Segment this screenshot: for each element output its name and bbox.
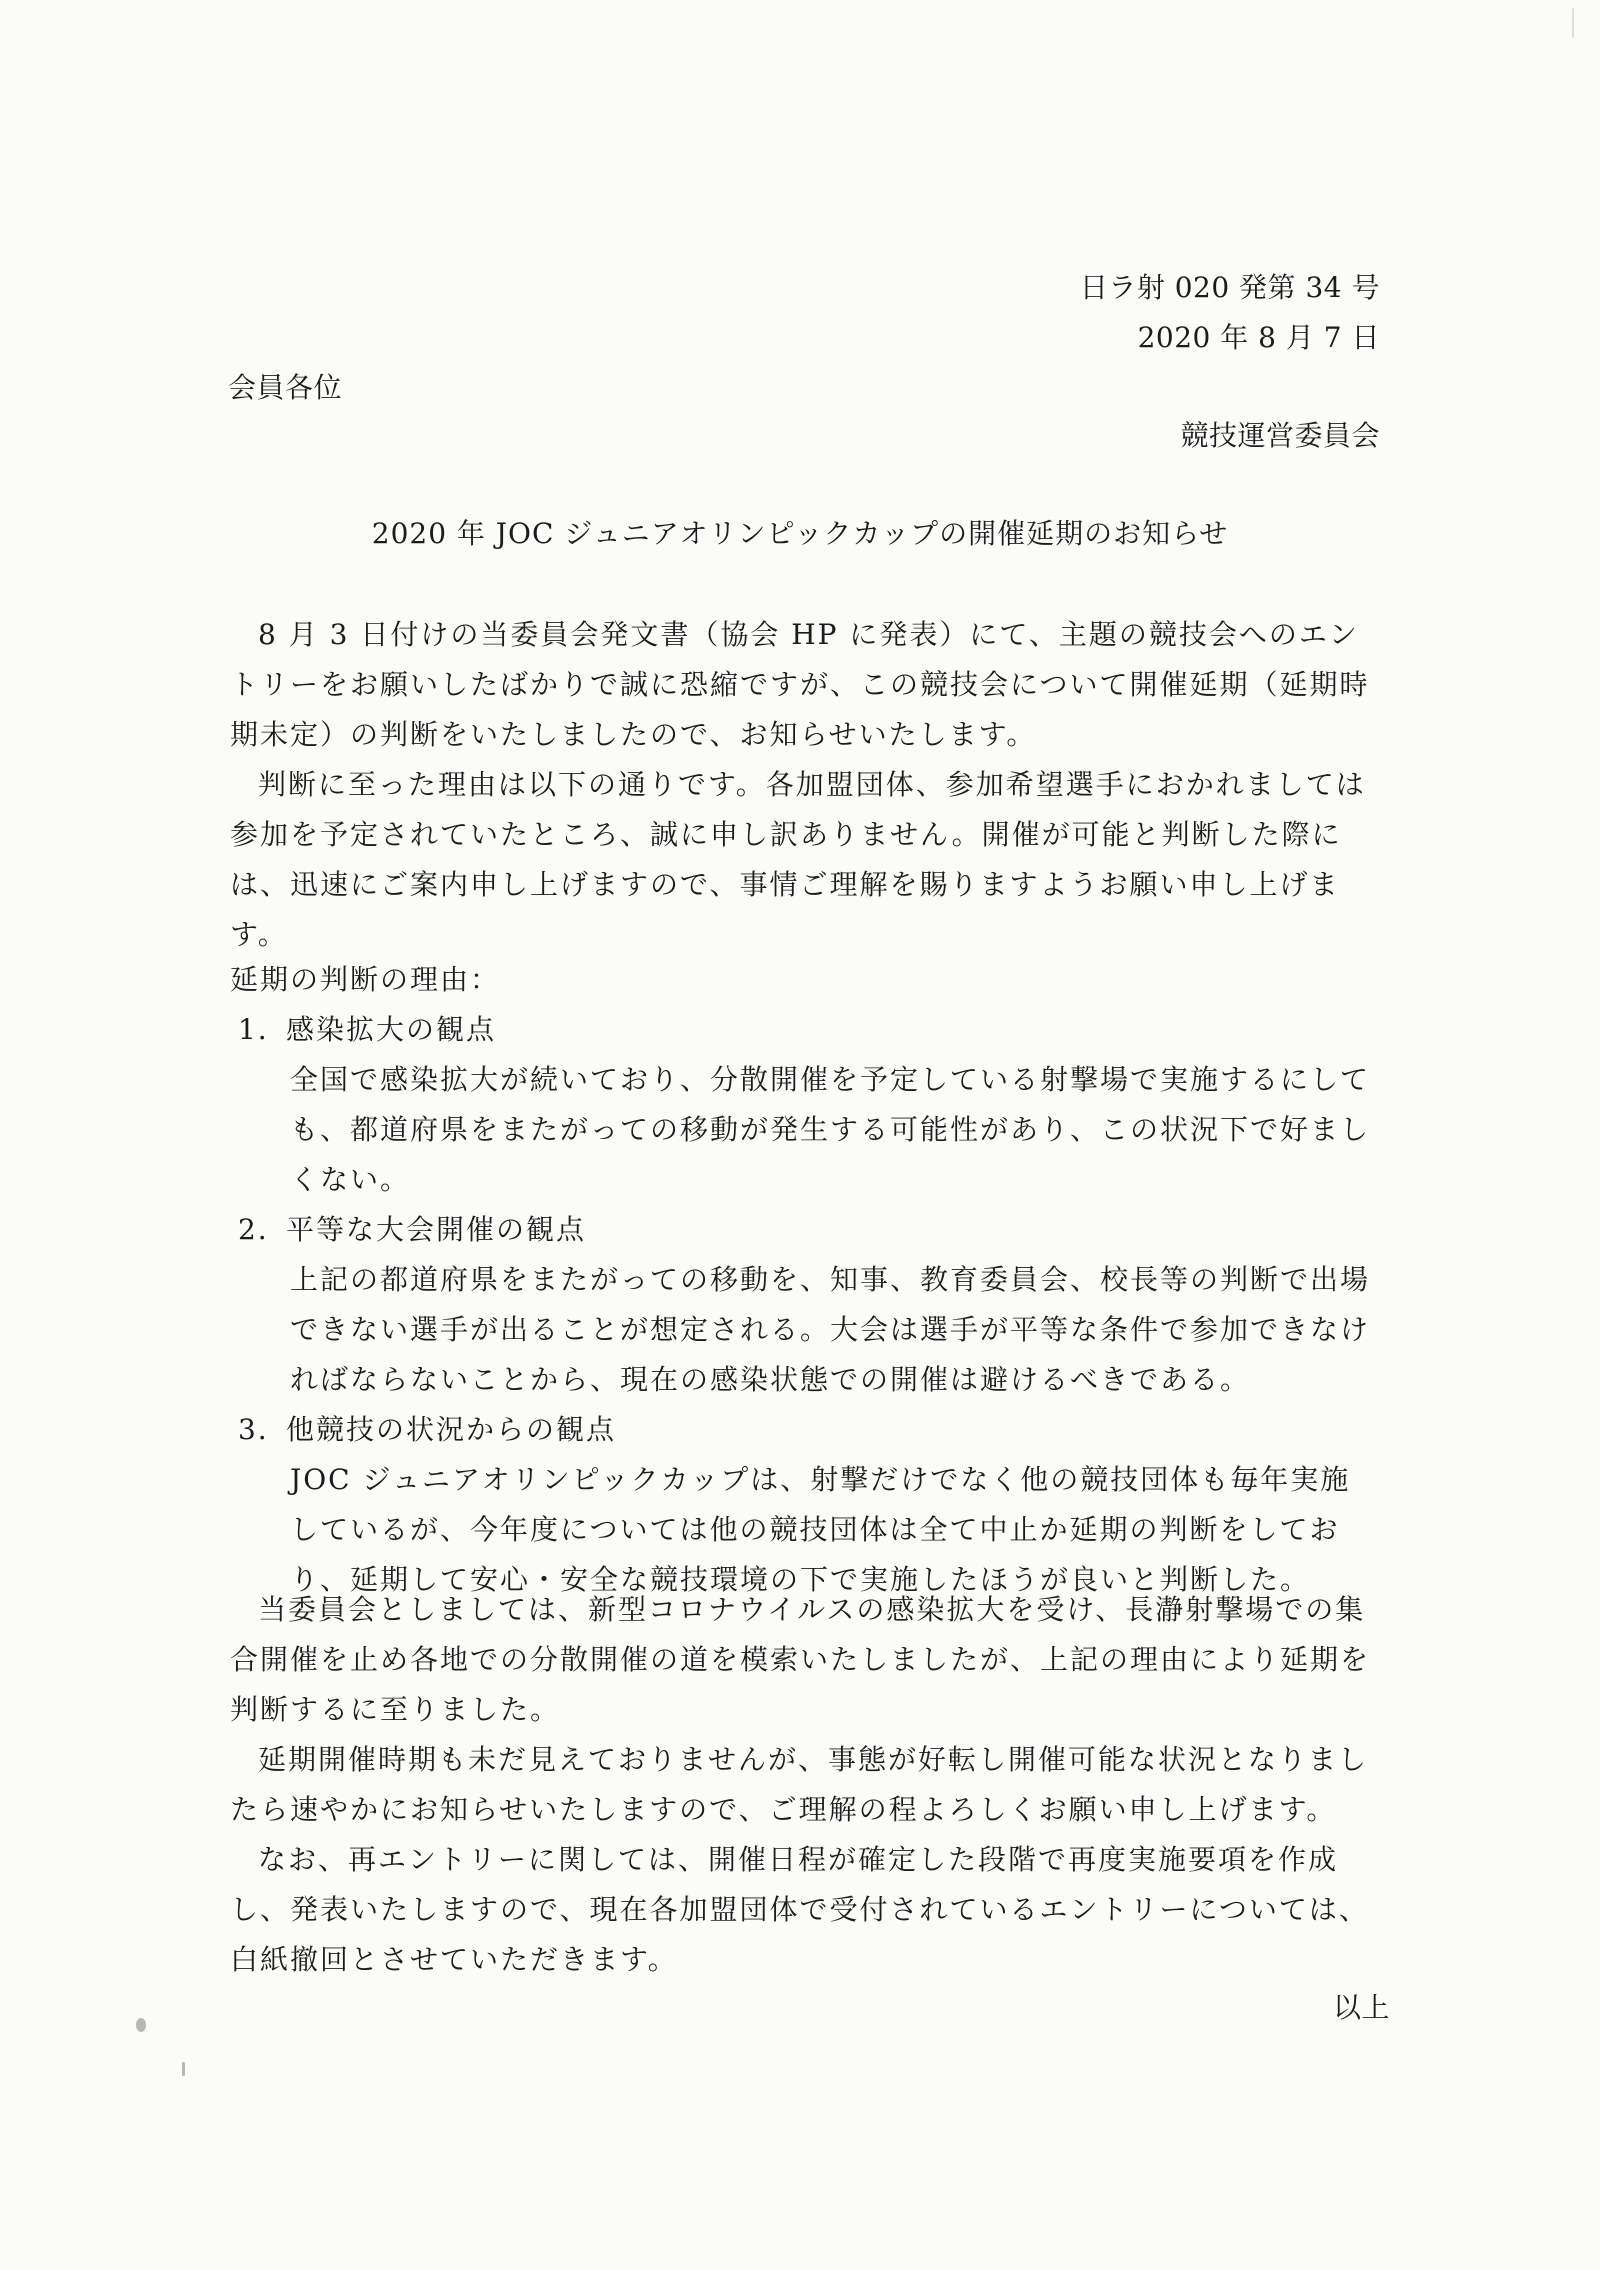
closing-end-mark: 以上 bbox=[1332, 1991, 1390, 2024]
closing-paragraph-2: 延期開催時期も未だ見えておりませんが、事態が好転し開催可能な状況となりましたら速やかにお知らせいたしますので、ご理解の程よろしくお願い申し上げます。 bbox=[230, 1743, 1369, 1826]
reason-item-3 bbox=[230, 1405, 1380, 1605]
document-title: 2020 年 JOC ジュニアオリンピックカップの開催延期のお知らせ bbox=[371, 517, 1229, 550]
scan-speck bbox=[182, 2062, 185, 2076]
intro-section bbox=[230, 610, 1380, 960]
closing-paragraph-1: 当委員会としましては、新型コロナウイルスの感染拡大を受け、長瀞射撃場での集合開催を止め各地での分散開催の道を模索いたしましたが、上記の理由により延期を判断するに至りました。 bbox=[230, 1593, 1371, 1726]
reason-title: 他競技の状況からの観点 bbox=[286, 1413, 617, 1446]
reason-text: 上記の都道府県をまたがっての移動を、知事、教育委員会、校長等の判断で出場できない選手が出ることが想定される。大会は選手が平等な条件で参加できなければならないことから、現在の感染状態での開催は避けるべきである。 bbox=[290, 1263, 1371, 1396]
intro-paragraph-1: 8 月 3 日付けの当委員会発文書（協会 HP に発表）にて、主題の競技会へのエントリーをお願いしたばかりで誠に恐縮ですが、この競技会について開催延期（延期時期未定）の判断をいたしましたので、お知らせいたします。 bbox=[230, 618, 1370, 751]
reason-number: 1． bbox=[238, 1013, 288, 1046]
reason-number: 3． bbox=[238, 1413, 288, 1446]
reason-item-2 bbox=[230, 1205, 1380, 1405]
reason-title: 感染拡大の観点 bbox=[286, 1013, 497, 1046]
reason-text: 全国で感染拡大が続いており、分散開催を予定している射撃場で実施するにしても、都道府県をまたがっての移動が発生する可能性があり、この状況下で好ましくない。 bbox=[290, 1063, 1371, 1196]
sender: 競技運営委員会 bbox=[1180, 419, 1380, 452]
reasons-heading: 延期の判断の理由： bbox=[230, 963, 501, 996]
reason-item-1 bbox=[230, 1005, 1380, 1205]
reasons-section bbox=[230, 955, 1380, 1605]
reason-title: 平等な大会開催の観点 bbox=[286, 1213, 587, 1246]
document-date: 2020 年 8 月 7 日 bbox=[1137, 321, 1380, 354]
scan-speck bbox=[136, 2018, 146, 2032]
document-number: 日ラ射 020 発第 34 号 bbox=[1079, 271, 1380, 304]
scan-edge-mark bbox=[1572, 8, 1574, 38]
reason-number: 2． bbox=[238, 1213, 288, 1246]
intro-paragraph-2: 判断に至った理由は以下の通りです。各加盟団体、参加希望選手におかれましては参加を予定されていたところ、誠に申し訳ありません。開催が可能と判断した際には、迅速にご案内申し上げますので、事情ご理解を賜りますようお願い申し上げます。 bbox=[230, 768, 1366, 951]
addressee: 会員各位 bbox=[228, 371, 343, 404]
reason-text: JOC ジュニアオリンピックカップは、射撃だけでなく他の競技団体も毎年実施しているが、今年度については他の競技団体は全て中止か延期の判断をしており、延期して安心・安全な競技環境の下で実施したほうが良いと判断した。 bbox=[290, 1463, 1351, 1596]
closing-section bbox=[230, 1585, 1380, 1985]
closing-paragraph-3: なお、再エントリーに関しては、開催日程が確定した段階で再度実施要項を作成し、発表いたしますので、現在各加盟団体で受付されているエントリーについては、白紙撤回とさせていただきます。 bbox=[230, 1843, 1369, 1976]
